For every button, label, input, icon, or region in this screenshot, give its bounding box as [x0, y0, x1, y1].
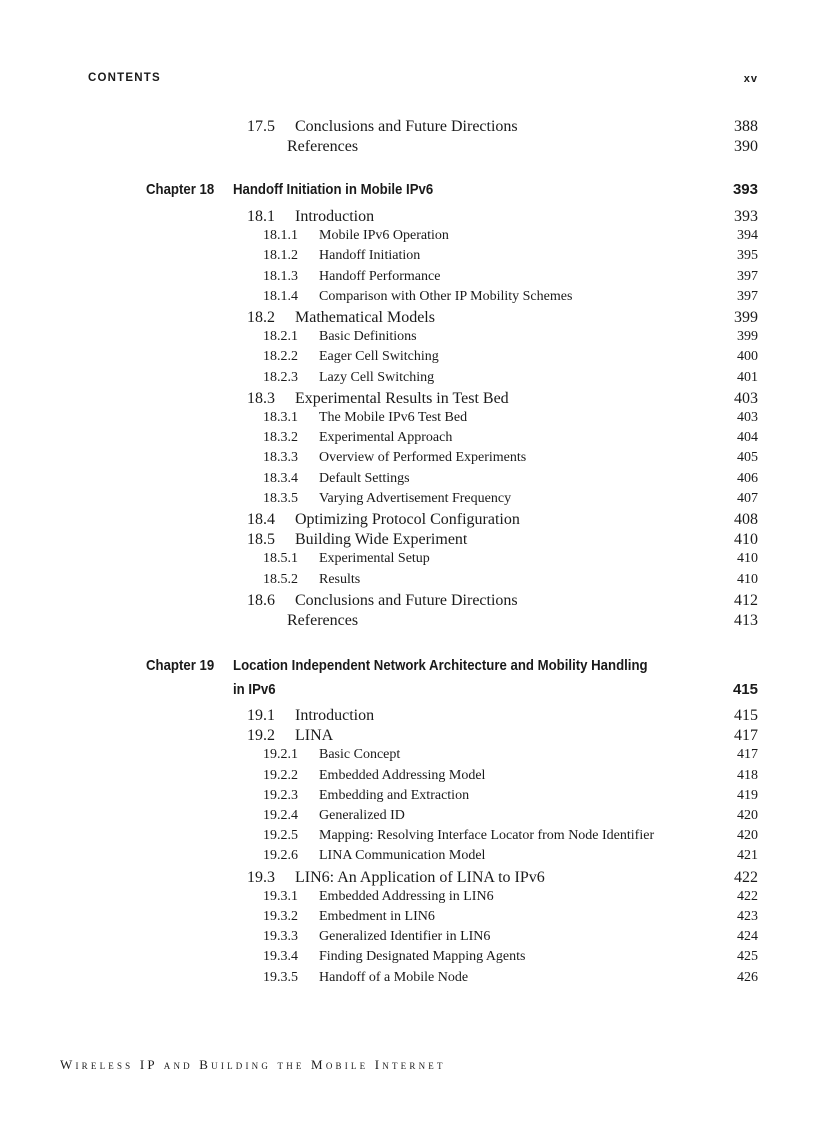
- toc-entry-title: Mobile IPv6 Operation: [319, 228, 449, 244]
- toc-subsection-entry[interactable]: [0, 848, 816, 868]
- toc-entry-page-number: 400: [737, 349, 758, 365]
- toc-entry-title: Handoff Initiation: [319, 248, 421, 264]
- toc-entry-page-number: 393: [734, 208, 758, 225]
- toc-entry-number: 19.2: [247, 727, 275, 745]
- toc-section-entry[interactable]: [0, 869, 816, 889]
- toc-entry-title: Varying Advertisement Frequency: [319, 490, 512, 506]
- toc-entry-page-number: 422: [734, 868, 758, 886]
- toc-entry-title: Conclusions and Future Directions: [295, 591, 518, 609]
- toc-entry-number: 18.2.3: [263, 369, 298, 385]
- toc-entry-page-number: 397: [737, 288, 758, 304]
- toc-entry-page-number: 412: [734, 591, 758, 609]
- toc-entry-title: Eager Cell Switching: [319, 349, 439, 365]
- toc-entry-page-number: 420: [737, 828, 758, 844]
- toc-entry-title: Default Settings: [319, 470, 410, 486]
- toc-entry-number: 19.2.3: [263, 787, 298, 803]
- toc-section-entry[interactable]: [0, 727, 816, 747]
- toc-entry-title: Generalized ID: [319, 808, 405, 823]
- toc-entry-number: 18.4: [247, 511, 275, 528]
- toc-entry-page-number: 418: [737, 767, 758, 783]
- chapter-18-label: Chapter 18: [146, 181, 215, 198]
- toc-entry-page-number: 399: [737, 329, 758, 345]
- toc-entry-number: 19.3.3: [263, 929, 298, 945]
- toc-entry-title: Embedded Addressing Model: [319, 767, 486, 783]
- toc-entry-number: 19.3.5: [263, 969, 298, 985]
- toc-subsection-entry[interactable]: [0, 808, 816, 828]
- toc-entry-number: 18.3: [247, 389, 275, 407]
- toc-entry-page-number: 403: [734, 389, 758, 407]
- toc-entry-number: 19.2.5: [263, 828, 298, 844]
- toc-entry-page-number: 424: [737, 929, 758, 945]
- toc-entry-page-number: 407: [737, 490, 758, 506]
- toc-subsection-entry[interactable]: [0, 228, 816, 248]
- running-header-page-number: xv: [743, 73, 758, 85]
- toc-entry-page-number: 403: [737, 410, 758, 425]
- toc-entry-title: LIN6: An Application of LINA to IPv6: [295, 868, 545, 886]
- chapter-18-page: 393: [732, 181, 758, 198]
- toc-entry-number: 19.1: [247, 707, 275, 724]
- toc-subsection-entry[interactable]: [0, 410, 816, 430]
- toc-entry-page-number: 388: [734, 118, 758, 135]
- toc-entry-number: 18.1.4: [263, 288, 298, 304]
- toc-subsection-entry[interactable]: [0, 747, 816, 767]
- toc-entry-number: 18.1.3: [263, 268, 298, 284]
- toc-entry-title: Introduction: [295, 707, 375, 724]
- toc-entry-title: Basic Definitions: [319, 329, 417, 345]
- toc-entry-page-number: 406: [737, 470, 758, 486]
- chapter-19-label: Chapter 19: [146, 657, 215, 674]
- toc-entry-number: 17.5: [247, 118, 275, 135]
- toc-section-entry[interactable]: [0, 531, 816, 551]
- toc-entry-title: Embedment in LIN6: [319, 909, 435, 924]
- toc-entry-number: 18.3.1: [263, 410, 298, 425]
- toc-entry-page-number: 410: [737, 571, 758, 587]
- toc-entry-number: 18.2.1: [263, 329, 298, 345]
- toc-entry-title: LINA: [295, 727, 334, 745]
- toc-subsection-entry[interactable]: [0, 551, 816, 571]
- toc-subsection-entry[interactable]: [0, 889, 816, 909]
- toc-entry-number: 19.2.1: [263, 747, 298, 763]
- toc-entry-number: 18.5.2: [263, 571, 298, 587]
- chapter-19-heading: [0, 657, 816, 677]
- toc-entry-number: 18.2: [247, 309, 275, 326]
- toc-entry-number: 18.1.1: [263, 228, 298, 244]
- toc-entry-number: 18.1.2: [263, 248, 298, 264]
- toc-subsection-entry[interactable]: [0, 828, 816, 848]
- toc-entry-title: References: [287, 138, 359, 156]
- toc-entry-title: LINA Communication Model: [319, 848, 486, 864]
- chapter-18-heading: [0, 181, 816, 201]
- toc-subsection-entry[interactable]: [0, 471, 816, 491]
- toc-entry-page-number: 421: [737, 848, 758, 864]
- toc-entry-page-number: 408: [734, 511, 758, 528]
- toc-entry-page-number: 413: [734, 612, 758, 629]
- chapter-19-title-line1: Location Independent Network Architecture and Mobility Handling: [233, 657, 648, 674]
- toc-subsection-entry[interactable]: [0, 269, 816, 289]
- toc-entry-number: 18.1: [247, 208, 275, 225]
- toc-entry-page-number: 422: [737, 888, 758, 904]
- toc-subsection-entry[interactable]: [0, 949, 816, 969]
- toc-entry-page-number: 423: [737, 909, 758, 924]
- toc-entry-title: Overview of Performed Experiments: [319, 450, 527, 466]
- toc-entry-page-number: 417: [737, 747, 758, 763]
- toc-entry-number: 19.3.2: [263, 909, 298, 924]
- toc-section-entry[interactable]: [0, 707, 816, 727]
- toc-entry-title: Basic Concept: [319, 747, 401, 763]
- toc-entry-title: Building Wide Experiment: [295, 531, 468, 549]
- toc-subsection-entry[interactable]: [0, 491, 816, 511]
- toc-references-entry[interactable]: [0, 138, 816, 158]
- toc-entry-title: Comparison with Other IP Mobility Schemes: [319, 288, 573, 304]
- toc-entry-page-number: 426: [737, 969, 758, 985]
- toc-subsection-entry[interactable]: [0, 450, 816, 470]
- toc-subsection-entry[interactable]: [0, 248, 816, 268]
- toc-section-entry[interactable]: [0, 511, 816, 531]
- toc-entry-title: Mathematical Models: [295, 309, 435, 326]
- toc-entry-page-number: 405: [737, 450, 758, 466]
- toc-entry-title: Introduction: [295, 208, 375, 225]
- toc-entry-page-number: 419: [737, 787, 758, 803]
- toc-entry-page-number: 390: [734, 138, 758, 156]
- toc-entry-title: Optimizing Protocol Configuration: [295, 511, 520, 528]
- toc-entry-number: 19.2.6: [263, 848, 298, 864]
- chapter-19-page: 415: [732, 681, 758, 698]
- running-header-title: CONTENTS: [88, 72, 161, 84]
- toc-entry-title: Experimental Approach: [319, 430, 453, 446]
- toc-entry-page-number: 425: [737, 949, 758, 965]
- toc-subsection-entry[interactable]: [0, 929, 816, 949]
- toc-entry-page-number: 420: [737, 808, 758, 823]
- toc-section-entry[interactable]: [0, 118, 816, 138]
- toc-subsection-entry[interactable]: [0, 788, 816, 808]
- toc-entry-number: 19.2.4: [263, 808, 298, 823]
- toc-entry-number: 18.5: [247, 531, 275, 549]
- toc-subsection-entry[interactable]: [0, 430, 816, 450]
- toc-entry-title: Handoff of a Mobile Node: [319, 969, 469, 985]
- toc-entry-number: 19.3.4: [263, 949, 298, 965]
- toc-section-entry[interactable]: [0, 208, 816, 228]
- toc-entry-title: Mapping: Resolving Interface Locator from Node Identifier: [319, 828, 655, 844]
- toc-subsection-entry[interactable]: [0, 289, 816, 309]
- toc-entry-title: Handoff Performance: [319, 268, 441, 284]
- toc-section-entry[interactable]: [0, 309, 816, 329]
- toc-entry-title: Results: [319, 571, 361, 587]
- chapter-18-title: Handoff Initiation in Mobile IPv6: [233, 181, 434, 198]
- toc-entry-number: 18.6: [247, 591, 275, 609]
- toc-entry-title: Experimental Setup: [319, 551, 430, 567]
- toc-subsection-entry[interactable]: [0, 370, 816, 390]
- toc-entry-number: 19.3.1: [263, 888, 298, 904]
- toc-entry-page-number: 410: [734, 531, 758, 549]
- running-footer-book-title: Wireless IP and Building the Mobile Internet: [60, 1057, 446, 1072]
- toc-entry-title: Embedding and Extraction: [319, 787, 470, 803]
- toc-entry-title: Conclusions and Future Directions: [295, 118, 518, 135]
- toc-entry-title: Finding Designated Mapping Agents: [319, 949, 526, 965]
- toc-subsection-entry[interactable]: [0, 349, 816, 369]
- toc-section-entry[interactable]: [0, 390, 816, 410]
- toc-subsection-entry[interactable]: [0, 970, 816, 990]
- toc-entry-number: 18.3.4: [263, 470, 298, 486]
- toc-entry-page-number: 417: [734, 727, 758, 745]
- toc-entry-page-number: 394: [737, 228, 758, 244]
- chapter-19-title-line2: in IPv6: [233, 681, 276, 698]
- toc-section-entry[interactable]: [0, 592, 816, 612]
- chapter-19-heading-line2: [0, 681, 816, 701]
- toc-entry-number: 18.2.2: [263, 349, 298, 365]
- toc-entry-title: Experimental Results in Test Bed: [295, 389, 509, 407]
- toc-entry-number: 18.3.3: [263, 450, 298, 466]
- toc-entry-title: Generalized Identifier in LIN6: [319, 929, 491, 945]
- toc-entry-page-number: 404: [737, 430, 758, 446]
- toc-subsection-entry[interactable]: [0, 909, 816, 929]
- toc-entry-page-number: 401: [737, 369, 758, 385]
- toc-subsection-entry[interactable]: [0, 768, 816, 788]
- toc-entry-title: The Mobile IPv6 Test Bed: [319, 410, 468, 425]
- toc-entry-title: Embedded Addressing in LIN6: [319, 888, 494, 904]
- toc-entry-page-number: 415: [734, 707, 758, 724]
- toc-entry-title: Lazy Cell Switching: [319, 369, 435, 385]
- toc-entry-number: 19.3: [247, 868, 275, 886]
- toc-subsection-entry[interactable]: [0, 329, 816, 349]
- toc-entry-number: 18.3.2: [263, 430, 298, 446]
- toc-entry-number: 18.5.1: [263, 551, 298, 567]
- toc-entry-number: 19.2.2: [263, 767, 298, 783]
- toc-entry-title: References: [287, 612, 359, 629]
- toc-references-entry[interactable]: [0, 612, 816, 632]
- toc-subsection-entry[interactable]: [0, 572, 816, 592]
- toc-entry-page-number: 395: [737, 248, 758, 264]
- toc-entry-number: 18.3.5: [263, 490, 298, 506]
- toc-entry-page-number: 399: [734, 309, 758, 326]
- toc-entry-page-number: 410: [737, 551, 758, 567]
- toc-entry-page-number: 397: [737, 268, 758, 284]
